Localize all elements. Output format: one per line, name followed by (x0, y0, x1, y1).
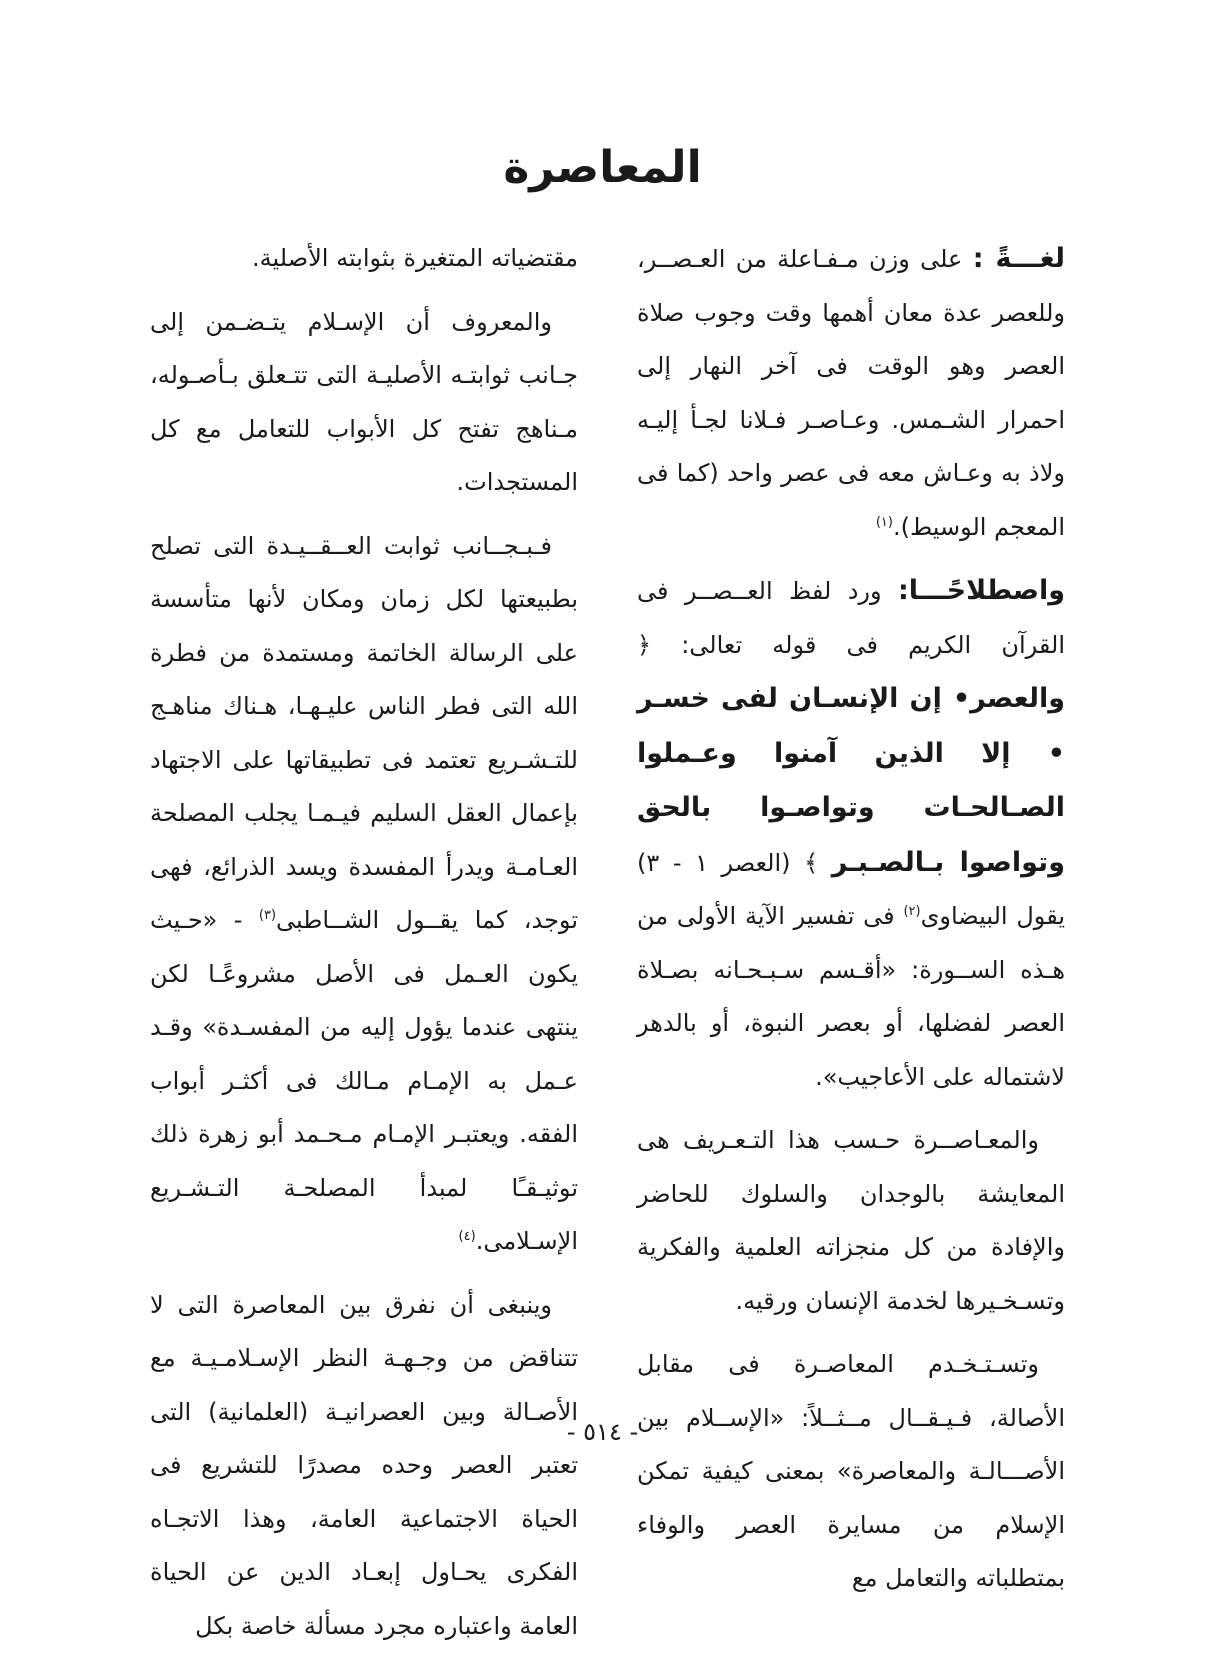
paragraph-secularism: وينبغى أن نفرق بين المعاصرة التى لا تتناقض من وجـهـة النظر الإسـلامـيـة مع الأصـالة وبين العصرانيـة (العلمانية) التى تعتبر العصر وحده مصدرًا للتشريع فى الحياة الاجتماعية العامة، وهذا الاتجـاه الفكرى يحـاول إبعـاد الدين عن الحياة العامة واعتباره مجرد مسألة خاصة بكل (150, 1290, 578, 1640)
paragraph-linguistic-definition (637, 232, 1065, 554)
paragraph-text: على وزن مـفـاعلة من العـصــر، وللعصر عدة معان أهمها وقت وجوب صلاة العصر وهو الوقت فى آخر النهار إلى احمرار الشـمس. وعـاصـر فـلانا لجـأ إليـه ولاذ به وعـاش معه فى عصر واحد (كما فى المعجم الوسيط). (637, 245, 1065, 541)
paragraph-technical-definition (637, 564, 1065, 1104)
paragraph-creed-constants (150, 520, 578, 1269)
footnote-ref: (١) (875, 514, 893, 530)
paragraph-text: ﴾ (العصر ١ - ٣) يقول البيضاوى (637, 848, 1066, 930)
left-column (150, 232, 578, 1663)
footnote-ref: (٤) (458, 1229, 476, 1244)
right-column (637, 232, 1065, 1616)
paragraph-contemporaneity-meaning: والمعـاصــرة حـسب هذا التـعـريف هى المعايشة بالوجدان والسلوك للحاضر والإفادة من كل منجزاته العلمية والفكرية وتسـخـيرها لخدمة الإنسان ورقيه. (637, 1126, 1065, 1315)
paragraph-text: فى تفسير الآية الأولى من هـذه الســورة: «أقـسم سـبـحـانه بصـلاة العصر لفضلها، أو بعصر النبوة، أو بالدهر لاشتماله على الأعاجيب». (637, 902, 1065, 1091)
quran-verse: والعصر• إن الإنسـان لفى خسـر • إلا الذين آمنوا وعـملوا الصـالحـات وتواصـوا بالحق وتواصوا بـالصـبـر (637, 683, 1065, 878)
paragraph-text: ورد لفظ العــصــر فى القرآن الكريم فى قوله تعالى: ﴿ (637, 577, 1065, 659)
page-title: المعاصرة (503, 142, 702, 193)
paragraph-text: - «حـيث يكون العـمل فى الأصل مشروعًـا لكن ينتهى عندما يؤول إليه من المفسـدة» وقـد عـمل به الإمـام مـالك فى أكثـر أبواب الفقه. ويعتبـر الإمـام مـحـمد أبو زهرة ذلك توثيـقـًا لمبدأ المصلحـة التـشـريع الإسـلامى. (150, 906, 578, 1255)
paragraph-authenticity-contrast: وتسـتـخـدم المعاصـرة فى مقابل الأصالة، فـيـقــال مــثــلاً: «الإســلام بين الأصـــالـة والمعاصرة» بمعنى كيفية تمكن الإسلام من مسايرة العصر والوفاء بمتطلباته والتعامل مع (637, 1350, 1065, 1592)
term-technical: واصطلاحًـــا: (897, 575, 1065, 606)
paragraph-continuation: مقتضياته المتغيرة بثوابته الأصلية. (252, 244, 578, 272)
footnote-ref: (٢) (903, 904, 921, 919)
paragraph-text: فـبـجــانب ثوابت العــقــيـدة التى تصلح بطبيعتها لكل زمان ومكان لأنها متأسسة على الرسالة الخاتمة ومستمدة من فطرة الله التى فطر الناس عليـهـا، هـناك مناهـج للتـشـريع تعتمد فى تطبيقاتها على الاجتهاد بإعمال العقل السليم فيـمـا يجلب المصلحة العـامـة ويدرأ المفسدة ويسد الذرائع، فهى توجد، كما يقــول الشــاطبى (150, 531, 578, 934)
footnote-ref: (٣) (258, 908, 277, 923)
term-linguistic: لغـــةً : (972, 243, 1065, 274)
paragraph-islam-methods: والمعروف أن الإسـلام يتـضـمن إلى جـانب ثوابتـه الأصليـة التى تتـعلق بـأصـوله، مـناهج تفتح كل الأبواب للتعامل مع كل المستجدات. (150, 307, 578, 496)
page-number: - ٥١٤ - (566, 1418, 639, 1446)
